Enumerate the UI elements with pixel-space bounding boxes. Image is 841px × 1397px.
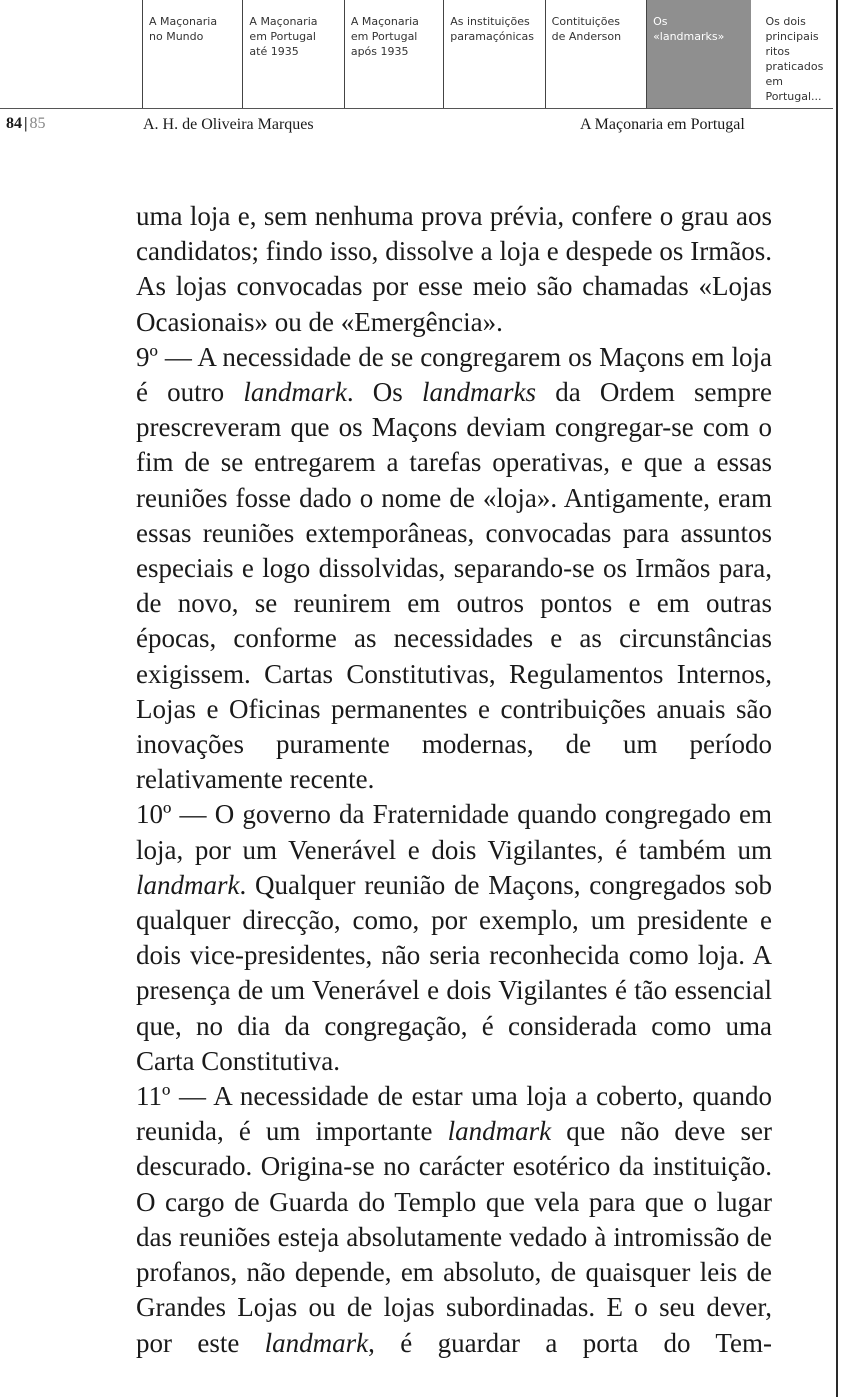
text-run: que não deve ser descurado. Origina-se no carácter esotérico da instituição. O cargo de Guarda do Templo que vela para que o lugar das reuniões esteja absolutamente vedado à intromissão de profanos, não depende, em absoluto, de quaisquer leis de Grandes Lojas ou de lojas subordinadas. E o seu dever, por este bbox=[136, 1116, 772, 1358]
text-run: uma loja e, sem nenhuma prova prévia, confere o grau aos candidatos; findo isso, dissolve a loja e despede os Irmãos. As lojas convocadas por esse meio são chamadas «Lojas Ocasionais» ou de «Emergência». bbox=[136, 201, 772, 337]
running-header-author: A. H. de Oliveira Marques bbox=[143, 116, 314, 133]
nav-tab-label-line: em Portugal bbox=[350, 30, 418, 43]
paragraph bbox=[136, 1079, 772, 1361]
nav-tab-4[interactable] bbox=[444, 0, 545, 108]
italic-term: landmark bbox=[264, 1327, 369, 1358]
nav-tab-2[interactable] bbox=[243, 0, 344, 108]
nav-tab-label-line: Portugal... bbox=[765, 90, 822, 103]
nav-tab-label-line: «landmarks» bbox=[653, 30, 725, 43]
running-header-book-title: A Maçonaria em Portugal bbox=[580, 116, 745, 133]
nav-tab-label-line: Os dois bbox=[765, 15, 806, 28]
page-edge-line bbox=[836, 0, 838, 1397]
text-run: 11º — A necessidade de estar uma loja a coberto, quando reunida, é um importante bbox=[136, 1081, 772, 1147]
nav-tab-3[interactable] bbox=[345, 0, 444, 108]
page-number-separator: | bbox=[24, 115, 28, 132]
nav-tab-7[interactable] bbox=[751, 0, 841, 108]
nav-tab-label-line: de Anderson bbox=[551, 30, 622, 43]
page-number-next: 85 bbox=[29, 115, 46, 132]
header-rule bbox=[0, 108, 833, 109]
paragraph bbox=[136, 340, 772, 798]
nav-tab-1[interactable] bbox=[142, 0, 243, 108]
text-run: . Os bbox=[346, 377, 422, 408]
italic-term: landmarks bbox=[422, 377, 536, 408]
nav-tab-6[interactable] bbox=[647, 0, 751, 108]
paragraph bbox=[136, 199, 772, 340]
nav-tab-label-line: no Mundo bbox=[149, 30, 204, 43]
text-run: 9º — A necessidade de se congregarem os Maçons em loja é outro bbox=[136, 341, 772, 408]
nav-tab-label-line: A Maçonaria bbox=[350, 15, 419, 28]
nav-tab-label-line: Os bbox=[653, 15, 668, 28]
italic-term: landmark bbox=[243, 377, 347, 408]
page-number bbox=[6, 115, 46, 133]
page-number-current: 84 bbox=[6, 115, 22, 132]
italic-term: landmark bbox=[136, 869, 240, 900]
nav-tab-label-line: A Maçonaria bbox=[149, 15, 218, 28]
nav-tab-label-line: As instituições bbox=[450, 15, 530, 28]
nav-tab-label-line: Contituições bbox=[551, 15, 621, 28]
text-run: . Qualquer reunião de Maçons, congregados sob qualquer direcção, como, por exemplo, um presidente e dois vice-presidentes, não seria reconhecida como loja. A presença de um Venerável e dois Vigilantes é tão essencial que, no dia da congregação, é considerada como uma Carta Constitutiva. bbox=[136, 869, 772, 1076]
nav-tab-label-line: após 1935 bbox=[350, 45, 409, 58]
paragraph bbox=[136, 797, 772, 1079]
nav-tab-label-line: A Maçonaria bbox=[249, 15, 318, 28]
nav-tab-label-line: paramaçónicas bbox=[450, 30, 535, 43]
text-run: , é guardar a porta do Tem- bbox=[368, 1327, 772, 1358]
nav-tab-label-line: em Portugal bbox=[249, 30, 316, 43]
nav-tab-label-line: praticados em bbox=[765, 60, 824, 88]
section-nav-tabs bbox=[142, 0, 841, 108]
nav-tab-5[interactable] bbox=[546, 0, 647, 108]
text-run: 10º — O governo da Fraternidade quando congregado em loja, por um Venerável e dois Vigilantes, é também um bbox=[136, 799, 772, 865]
italic-term: landmark bbox=[447, 1116, 552, 1147]
text-run: da Ordem sempre prescreveram que os Maçons deviam congregar-se com o fim de se entregarem a tarefas operativas, e que a essas reuniões fosse dado o nome de «loja». Antigamente, eram essas reuniões extemporâneas, convocadas para assuntos especiais e logo dissolvidas, separando-se os Irmãos para, de novo, se reunirem em outros pontos e em outras épocas, conforme as necessidades e as circunstâncias exigissem. Cartas Constitutivas, Regulamentos Internos, Lojas e Oficinas permanentes e contribuições anuais são inovações puramente modernas, de um período relativamente recente. bbox=[136, 377, 772, 795]
body-text bbox=[136, 199, 772, 1361]
nav-tab-label-line: principais ritos bbox=[765, 30, 819, 58]
nav-tab-label-line: até 1935 bbox=[249, 45, 299, 58]
